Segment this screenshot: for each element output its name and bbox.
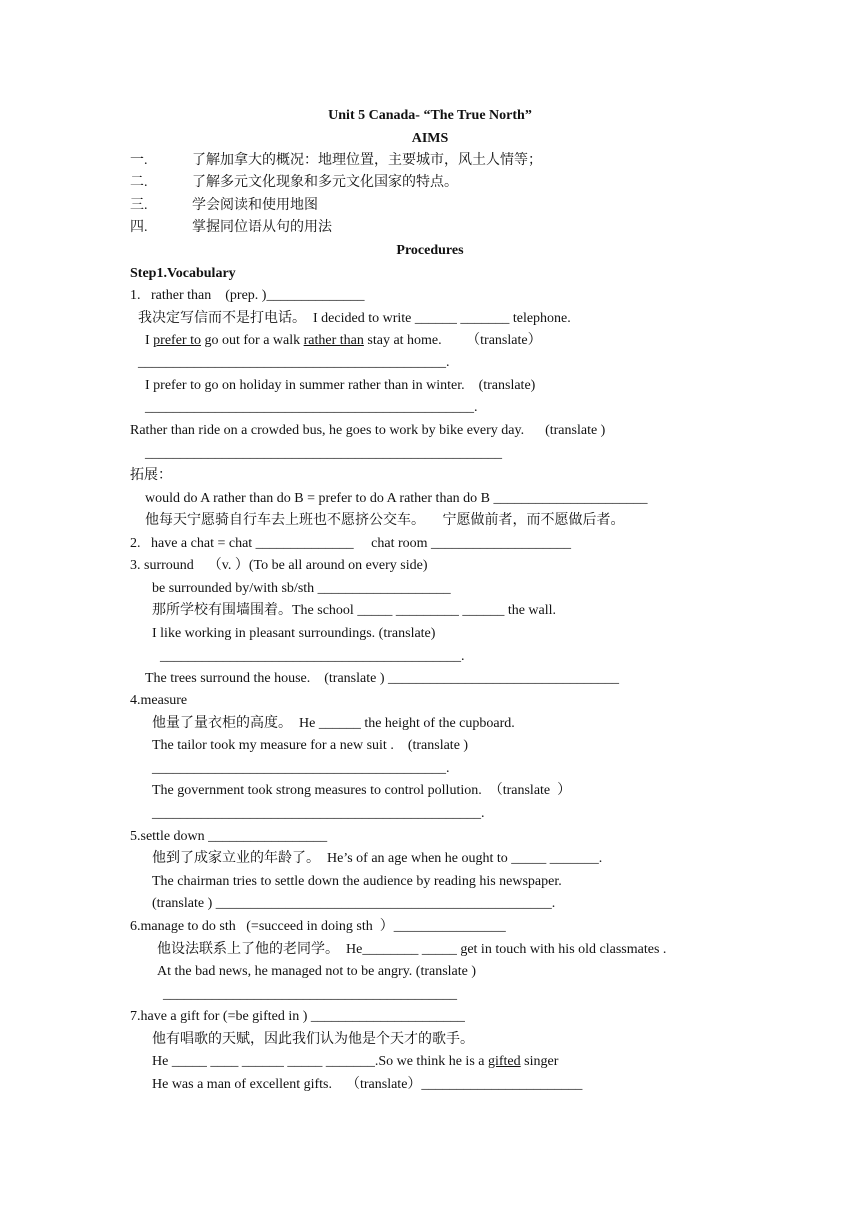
example-line: The chairman tries to settle down the audience by reading his newspaper. — [152, 874, 562, 889]
example-line: I prefer to go on holiday in summer rather than in winter. (translate) — [145, 378, 536, 393]
example-line: I prefer to go out for a walk rather than stay at home. （translate） — [145, 333, 542, 348]
example-line: I like working in pleasant surroundings. (translate) — [152, 626, 436, 641]
answer-blank-line: ___________________________________________________ — [145, 446, 502, 461]
vocab-item: 3. surround （v. ）(To be all around on every side) — [130, 558, 428, 573]
answer-blank-line: ___________________________________________. — [160, 649, 465, 664]
aim-number: 三. — [130, 198, 148, 213]
answer-blank-line: __________________________________________ — [163, 987, 457, 1002]
vocab-item: 1. rather than (prep. )______________ — [130, 288, 365, 303]
aim-text: 学会阅读和使用地图 — [192, 198, 318, 213]
example-line: 他每天宁愿骑自行车去上班也不愿挤公交车。 宁愿做前者，而不愿做后者。 — [145, 513, 625, 528]
vocab-item: 6.manage to do sth (=succeed in doing sth ）________________ — [130, 919, 506, 934]
answer-blank-line: _______________________________________________. — [145, 400, 478, 415]
example-line: be surrounded by/with sb/sth ___________________ — [152, 581, 451, 596]
example-line: The government took strong measures to control pollution. （translate ） — [152, 783, 572, 798]
document-title: Unit 5 Canada- “The True North” — [328, 108, 532, 123]
example-line: 他量了量衣柜的高度。 He ______ the height of the cupboard. — [152, 716, 515, 731]
extension-label: 拓展： — [130, 468, 172, 483]
example-line: 我决定写信而不是打电话。 I decided to write ______ _______ telephone. — [138, 311, 571, 326]
aim-number: 四. — [130, 220, 148, 235]
answer-blank-line: __________________________________________. — [152, 761, 450, 776]
example-line: 那所学校有围墙围着。The school _____ _________ ______ the wall. — [152, 603, 557, 618]
answer-blank-line: ____________________________________________. — [138, 355, 450, 370]
procedures-heading: Procedures — [396, 243, 464, 258]
answer-blank-line: _______________________________________________. — [152, 806, 485, 821]
vocab-item: 2. have a chat = chat ______________ chat room ____________________ — [130, 536, 572, 551]
example-line: 他有唱歌的天赋，因此我们认为他是个天才的歌手。 — [152, 1032, 474, 1047]
aim-text: 了解多元文化现象和多元文化国家的特点。 — [192, 175, 458, 190]
example-line: 他到了成家立业的年龄了。 He’s of an age when he ought to _____ _______. — [152, 851, 603, 866]
aims-heading: AIMS — [411, 131, 449, 146]
step1-heading: Step1.Vocabulary — [130, 266, 236, 281]
example-line: The trees surround the house. (translate ) _________________________________ — [145, 671, 619, 686]
example-line: The tailor took my measure for a new suit . (translate ) — [152, 738, 469, 753]
example-line: He was a man of excellent gifts. （translate）_______________________ — [152, 1077, 583, 1092]
example-line: 他设法联系上了他的老同学。 He________ _____ get in touch with his old classmates . — [157, 942, 667, 957]
vocab-item: 5.settle down _________________ — [130, 829, 328, 844]
aim-text: 了解加拿大的概况：地理位置，主要城市，风土人情等； — [192, 153, 542, 168]
vocab-item: 4.measure — [130, 693, 188, 708]
aim-number: 二. — [130, 175, 148, 190]
example-line: would do A rather than do B = prefer to do A rather than do B ______________________ — [145, 491, 648, 506]
example-line: Rather than ride on a crowded bus, he goes to work by bike every day. (translate ) — [130, 423, 606, 438]
aim-text: 掌握同位语从句的用法 — [192, 220, 332, 235]
aim-number: 一. — [130, 153, 148, 168]
vocab-item: 7.have a gift for (=be gifted in ) ______________________ — [130, 1009, 465, 1024]
example-line: At the bad news, he managed not to be angry. (translate ) — [157, 964, 477, 979]
example-line: (translate ) ________________________________________________. — [152, 896, 556, 911]
example-line: He _____ ____ ______ _____ _______.So we think he is a gifted singer — [152, 1054, 559, 1069]
